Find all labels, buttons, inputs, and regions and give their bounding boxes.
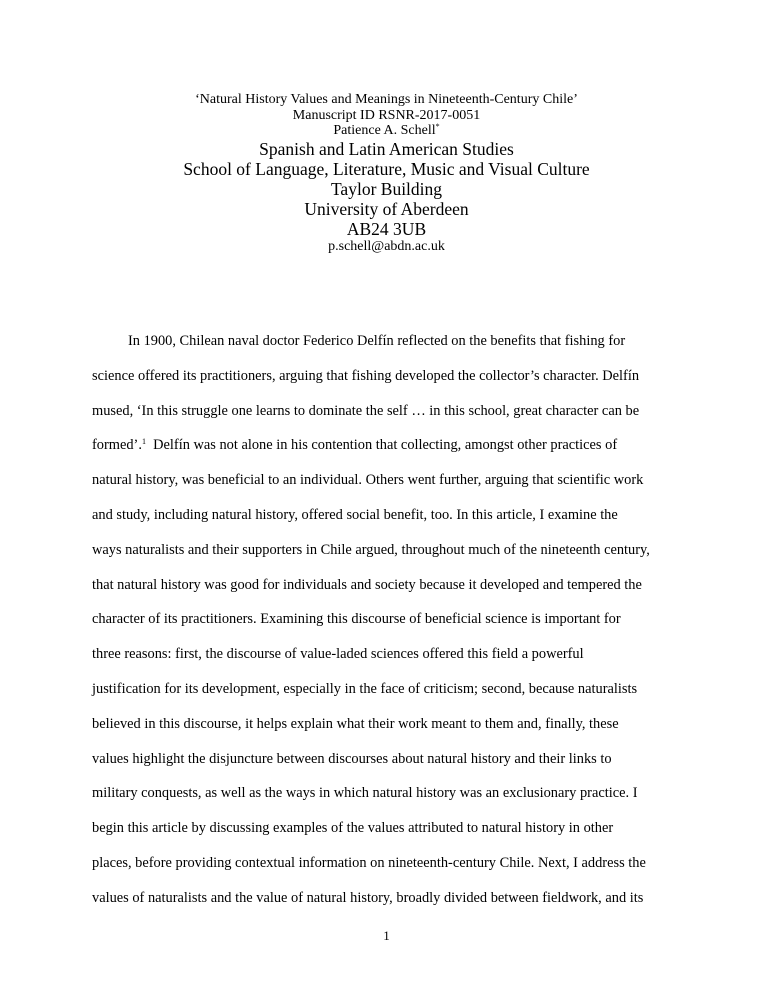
body-line-16: places, before providing contextual information on nineteenth-century Chile. Next, I address the	[92, 854, 646, 871]
manuscript-id: Manuscript ID RSNR-2017-0051	[292, 107, 481, 123]
body-line-13: values highlight the disjuncture between discourses about natural history and their links to	[92, 750, 612, 767]
postcode: AB24 3UB	[346, 218, 427, 239]
page-number: 1	[383, 928, 390, 943]
department: Spanish and Latin American Studies	[259, 138, 514, 159]
body-line-4-start: formed’.	[92, 437, 142, 454]
title-block	[0, 92, 773, 255]
body-line-11: justification for its development, especially in the face of criticism; second, because naturalists	[92, 680, 638, 697]
body-paragraph	[92, 324, 682, 916]
author-footnote-mark: *	[435, 122, 440, 131]
author-name: Patience A. Schell	[333, 123, 436, 138]
body-line-5: natural history, was beneficial to an individual. Others went further, arguing that scientific work	[92, 472, 644, 489]
body-line-9: character of its practitioners. Examining this discourse of beneficial science is important for	[92, 611, 621, 628]
body-line-4	[92, 428, 682, 463]
building: Taylor Building	[330, 178, 443, 199]
body-line-15: begin this article by discussing examples of the values attributed to natural history in other	[92, 820, 614, 837]
body-line-4-end: Delfín was not alone in his contention that collecting, amongst other practices of	[145, 437, 618, 454]
body-line-8: that natural history was good for individuals and society because it developed and tempered the	[92, 576, 642, 593]
body-line-14: military conquests, as well as the ways in which natural history was an exclusionary practice. I	[92, 785, 638, 802]
body-line-17: values of naturalists and the value of natural history, broadly divided between fieldwork, and its	[92, 889, 644, 906]
body-line-1: In 1900, Chilean naval doctor Federico Delfín reflected on the benefits that fishing for	[128, 333, 626, 349]
author-line	[0, 123, 773, 139]
body-line-6: and study, including natural history, offered social benefit, too. In this article, I examine the	[92, 506, 618, 523]
author-email: p.schell@abdn.ac.uk	[328, 238, 445, 254]
body-line-10: three reasons: first, the discourse of value-laded sciences offered this field a powerful	[92, 646, 584, 663]
body-line-3: mused, ‘In this struggle one learns to dominate the self … in this school, great character can be	[92, 402, 640, 419]
body-line-2: science offered its practitioners, arguing that fishing developed the collector’s character. Delfín	[92, 367, 640, 384]
body-line-7: ways naturalists and their supporters in Chile argued, throughout much of the nineteenth century,	[92, 541, 650, 558]
university: University of Aberdeen	[304, 198, 469, 219]
article-title: ‘Natural History Values and Meanings in Nineteenth-Century Chile’	[195, 92, 578, 107]
school: School of Language, Literature, Music and Visual Culture	[183, 158, 590, 179]
footnote-ref-1: 1	[141, 437, 146, 447]
body-line-12: believed in this discourse, it helps explain what their work meant to them and, finally, these	[92, 715, 619, 732]
